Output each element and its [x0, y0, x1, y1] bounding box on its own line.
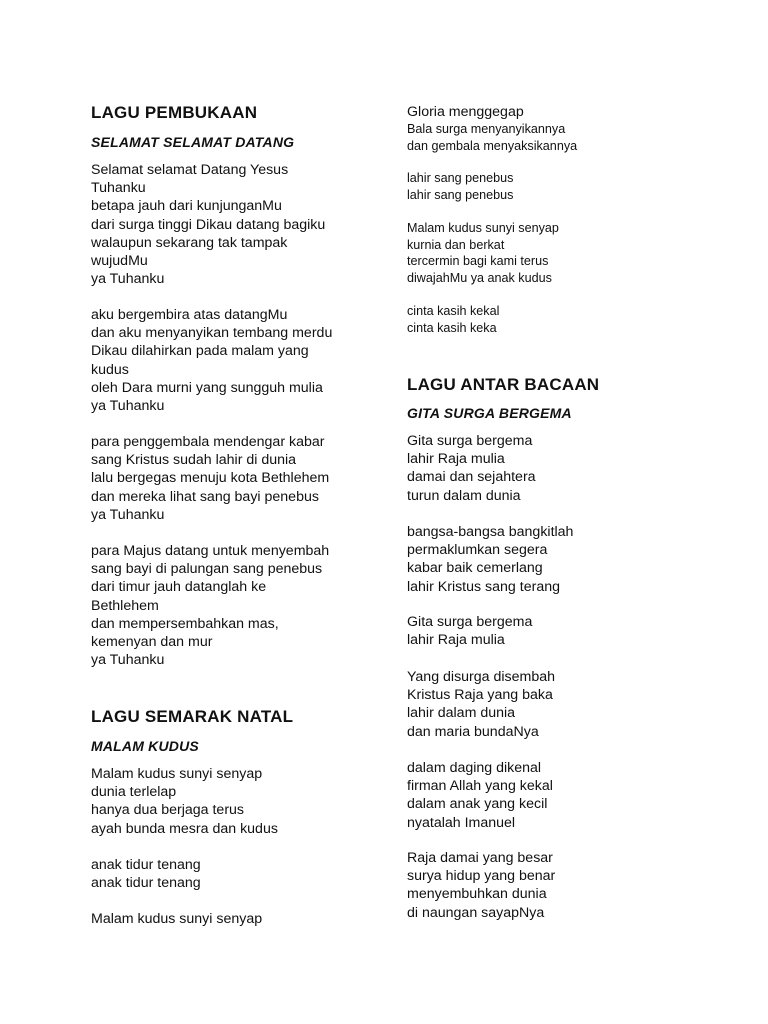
lyric-line: ya Tuhanku: [91, 506, 165, 523]
malam-kudus-continued-4: [407, 303, 499, 336]
lyric-line: Gita surga bergema: [407, 614, 533, 630]
lyric-line: dalam anak yang kecil: [407, 796, 548, 813]
lyric-line: Gloria menggegap: [407, 104, 524, 120]
lyric-line: firman Allah yang kekal: [407, 778, 553, 795]
verse-3: [91, 433, 329, 524]
lyric-line: Selamat selamat Datang Yesus: [91, 162, 289, 178]
lyric-line: dan gembala menyaksikannya: [407, 138, 578, 153]
lyric-line: Dikau dilahirkan pada malam yang: [91, 343, 309, 360]
lyric-line: surya hidup yang benar: [407, 868, 556, 885]
lyric-line: cinta kasih keka: [407, 320, 497, 335]
lyric-line: lahir dalam dunia: [407, 705, 516, 722]
lyric-line: di naungan sayapNya: [407, 904, 545, 921]
lyric-line: Malam kudus sunyi senyap: [91, 911, 263, 927]
heading-lagu-pembukaan: LAGU PEMBUKAAN: [91, 103, 258, 122]
lyric-line: oleh Dara murni yang sungguh mulia: [91, 379, 323, 396]
subheading-malam-kudus: MALAM KUDUS: [91, 738, 199, 754]
lyric-line: anak tidur tenang: [91, 857, 201, 873]
lyric-line: Yang disurga disembah: [407, 669, 556, 685]
lyric-line: hanya dua berjaga terus: [91, 802, 245, 819]
lyric-line: anak tidur tenang: [91, 875, 201, 892]
lyric-line: Bethlehem: [91, 597, 159, 614]
lyric-line: kemenyan dan mur: [91, 634, 213, 651]
subheading-selamat-datang: SELAMAT SELAMAT DATANG: [91, 134, 295, 150]
gloria-line: [407, 103, 524, 121]
subheading-gita-surga-bergema: GITA SURGA BERGEMA: [407, 405, 572, 421]
lyric-line: para Majus datang untuk menyembah: [91, 543, 330, 559]
lyric-line: wujudMu: [91, 253, 148, 270]
lyric-line: dari surga tinggi Dikau datang bagiku: [91, 216, 326, 233]
lyric-line: dalam daging dikenal: [407, 760, 542, 776]
malam-kudus-continued-2: [407, 170, 513, 203]
lyric-line: nyatalah Imanuel: [407, 814, 516, 831]
lyric-line: dan mereka lihat sang bayi penebus: [91, 488, 319, 505]
gita-verse-4: [407, 759, 553, 832]
lyric-line: Tuhanku: [91, 180, 146, 197]
lyric-line: dan aku menyanyikan tembang merdu: [91, 325, 333, 342]
lyric-line: dan mempersembahkan mas,: [91, 615, 279, 632]
lyric-line: walaupun sekarang tak tampak: [91, 234, 288, 251]
lyric-line: lahir Raja mulia: [407, 451, 505, 468]
lyric-line: sang Kristus sudah lahir di dunia: [91, 452, 297, 469]
lyric-line: Gita surga bergema: [407, 433, 533, 449]
gita-verse-3: [407, 668, 555, 741]
heading-lagu-semarak-natal: LAGU SEMARAK NATAL: [91, 707, 294, 726]
lyric-line: ya Tuhanku: [91, 652, 165, 669]
lyric-line: dan maria bundaNya: [407, 723, 539, 740]
lyric-line: turun dalam dunia: [407, 487, 521, 504]
lyric-line: betapa jauh dari kunjunganMu: [91, 198, 282, 215]
lyric-line: lalu bergegas menuju kota Bethlehem: [91, 470, 330, 487]
gita-verse-2: [407, 523, 573, 596]
lyric-line: lahir sang penebus: [407, 171, 514, 185]
gita-verse-1: [407, 432, 536, 505]
lyric-line: ya Tuhanku: [91, 398, 165, 415]
verse-4: [91, 542, 329, 669]
lyric-line: ya Tuhanku: [91, 271, 165, 288]
gita-refrain: [407, 613, 532, 649]
heading-lagu-antar-bacaan: LAGU ANTAR BACAAN: [407, 375, 600, 394]
malam-kudus-continued-1: [407, 121, 577, 154]
lyric-line: lahir Raja mulia: [407, 632, 505, 649]
lyric-line: para penggembala mendengar kabar: [91, 434, 325, 450]
lyric-line: aku bergembira atas datangMu: [91, 307, 288, 323]
malam-kudus-verse-2: [91, 910, 262, 928]
lyric-line: dunia terlelap: [91, 784, 177, 801]
lyric-line: kudus: [91, 361, 129, 378]
lyric-line: diwajahMu ya anak kudus: [407, 270, 552, 285]
lyric-line: Malam kudus sunyi senyap: [407, 221, 559, 235]
lyric-line: permaklumkan segera: [407, 542, 548, 559]
lyric-line: Kristus Raja yang baka: [407, 687, 553, 704]
lyric-line: damai dan sejahtera: [407, 469, 536, 486]
lyric-line: kabar baik cemerlang: [407, 560, 543, 577]
malam-kudus-refrain: [91, 856, 201, 892]
lyric-line: Malam kudus sunyi senyap: [91, 766, 263, 782]
gita-verse-5: [407, 849, 555, 922]
lyric-line: ayah bunda mesra dan kudus: [91, 820, 278, 837]
lyric-line: lahir Kristus sang terang: [407, 578, 560, 595]
lyric-line: tercermin bagi kami terus: [407, 254, 549, 269]
verse-1: [91, 161, 325, 288]
lyric-line: Raja damai yang besar: [407, 850, 553, 866]
lyric-line: kurnia dan berkat: [407, 237, 505, 252]
malam-kudus-continued-3: [407, 220, 559, 286]
lyric-line: dari timur jauh datanglah ke: [91, 579, 267, 596]
lyric-line: cinta kasih kekal: [407, 304, 500, 318]
lyric-line: bangsa-bangsa bangkitlah: [407, 524, 574, 540]
lyric-line: lahir sang penebus: [407, 187, 514, 202]
verse-2: [91, 306, 332, 415]
lyric-line: Bala surga menyanyikannya: [407, 122, 566, 136]
lyric-line: menyembuhkan dunia: [407, 886, 547, 903]
malam-kudus-verse-1: [91, 765, 278, 838]
lyric-line: sang bayi di palungan sang penebus: [91, 561, 323, 578]
